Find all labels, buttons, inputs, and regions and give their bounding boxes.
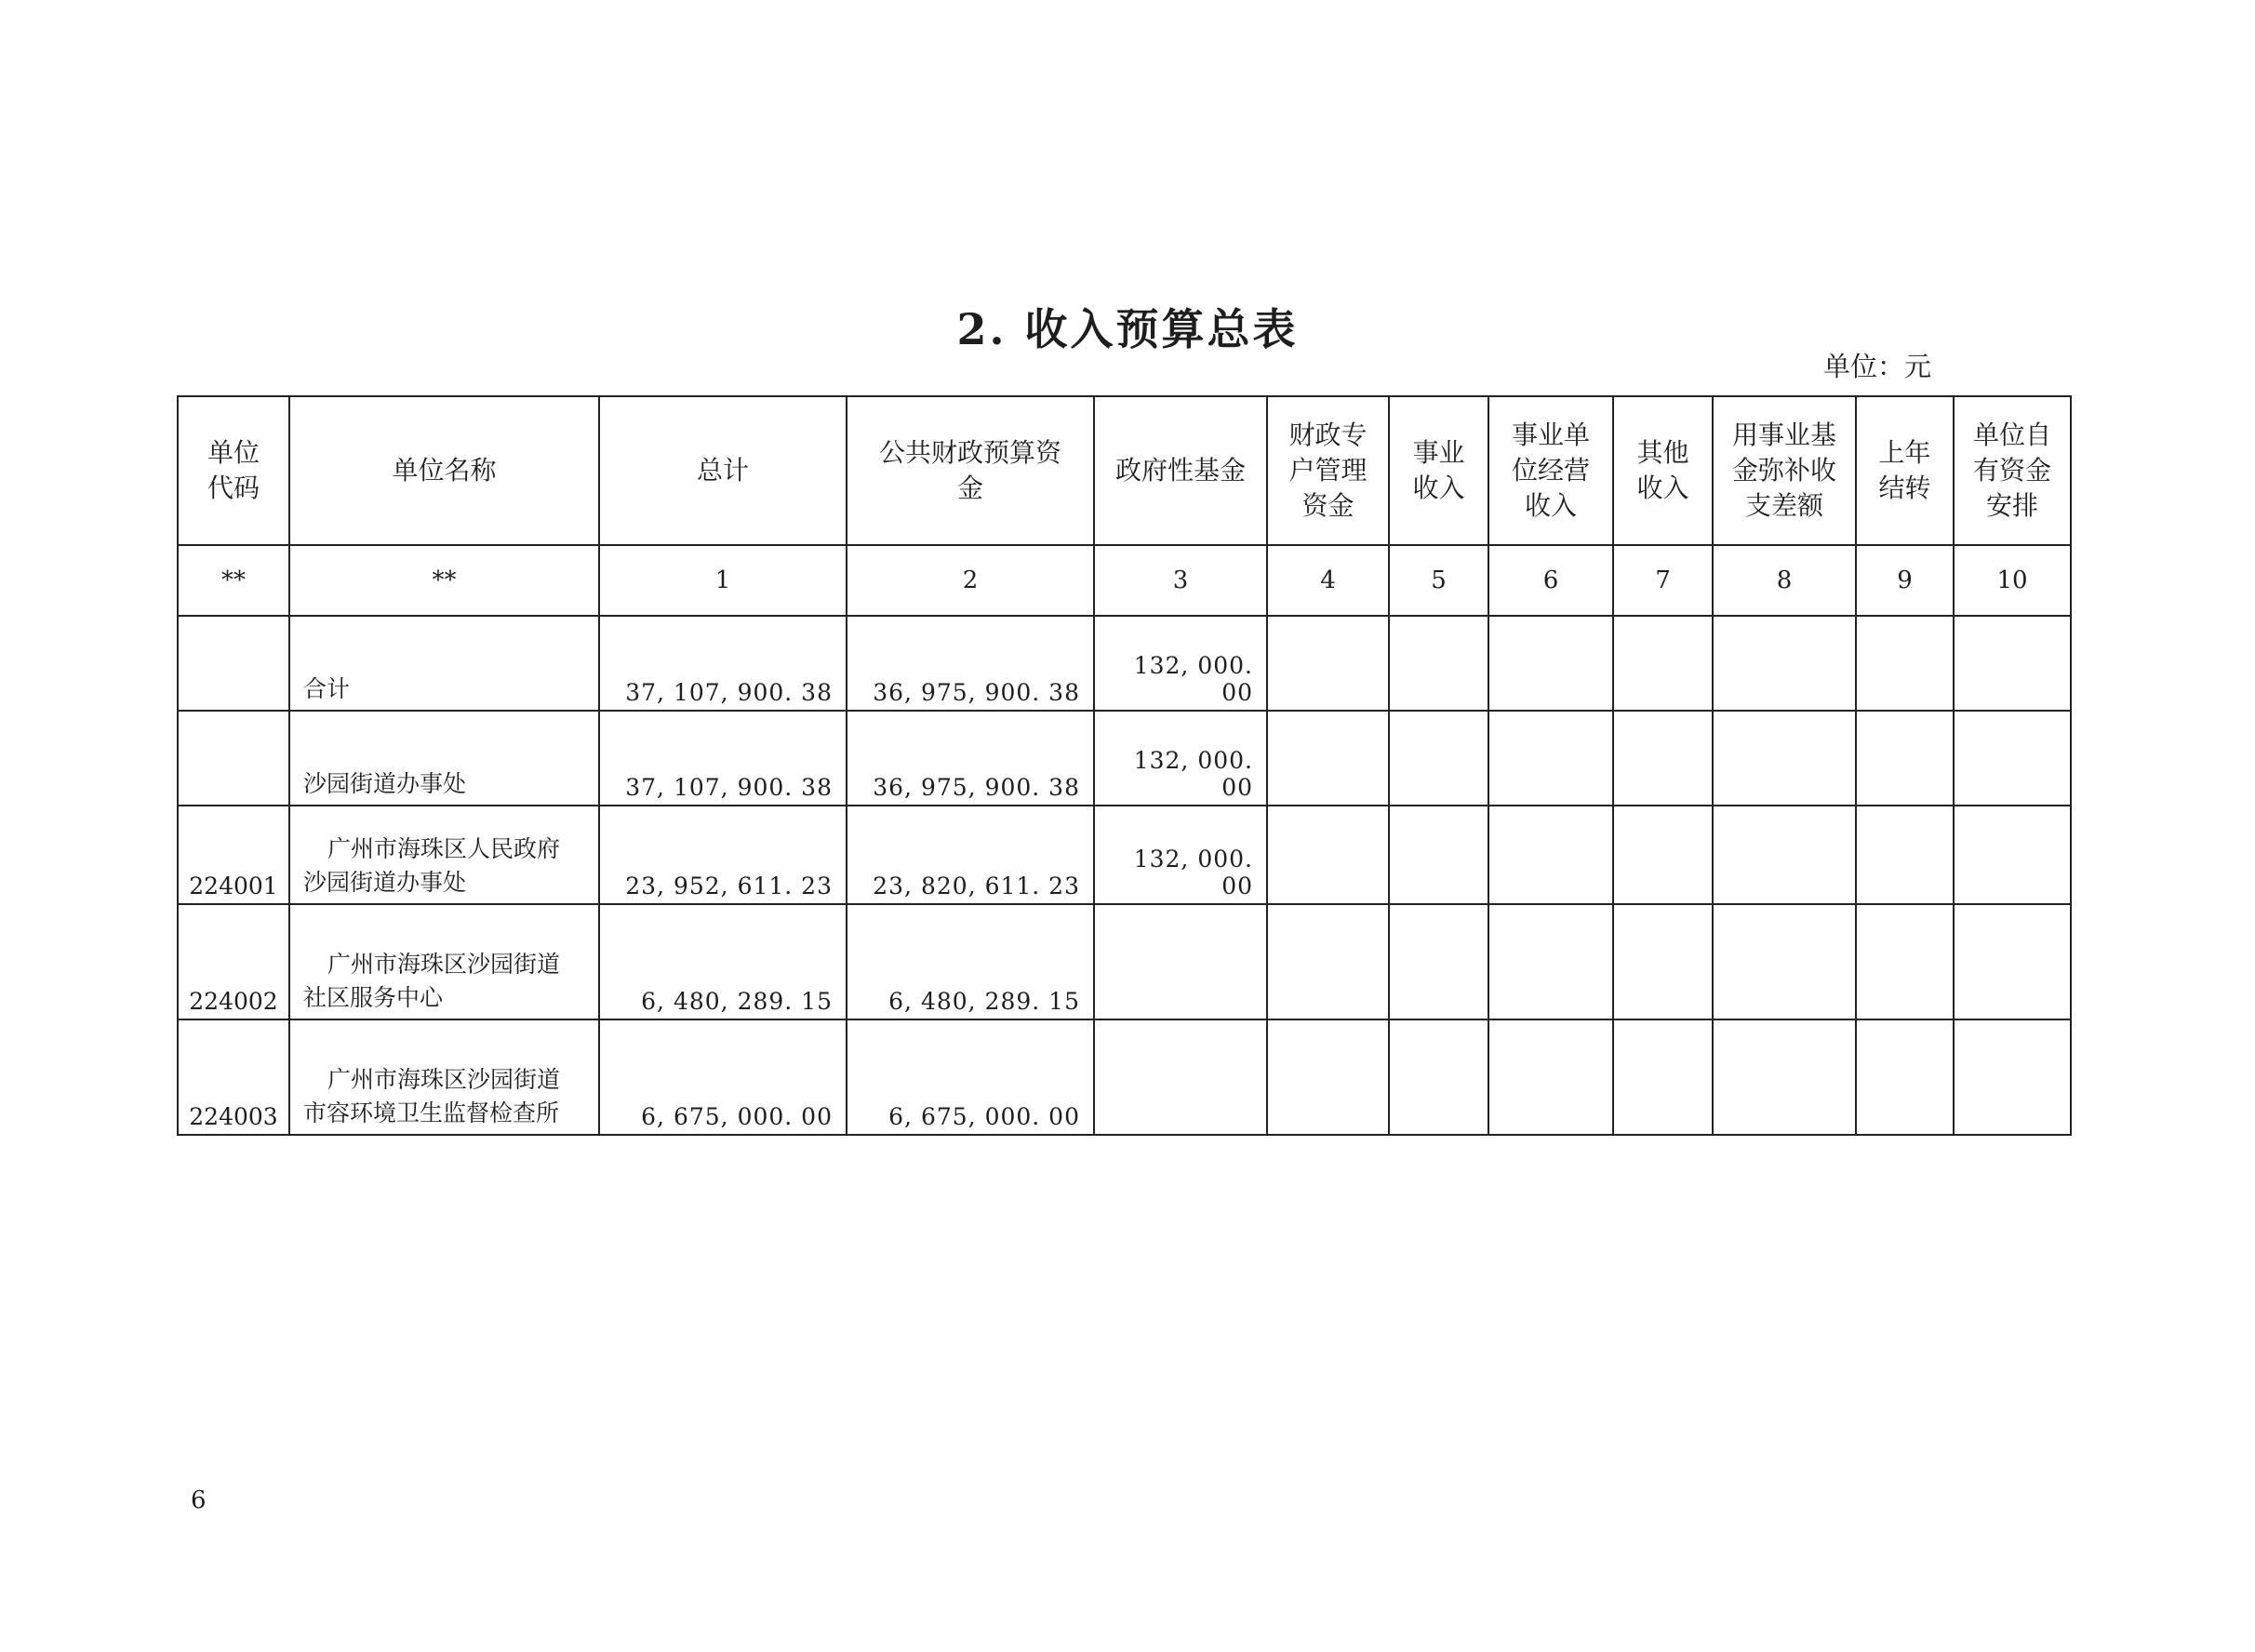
index-cell: **: [178, 545, 289, 616]
empty-cell: [1856, 616, 1954, 711]
index-row: [178, 545, 2071, 616]
empty-cell: [1267, 904, 1389, 1019]
empty-cell: [1713, 806, 1856, 904]
header-business-fund: 用事业基金弥补收支差额: [1713, 396, 1856, 545]
index-cell: 4: [1267, 545, 1389, 616]
page-title: 2. 收入预算总表: [956, 304, 1299, 354]
empty-cell: [1389, 616, 1488, 711]
empty-cell: [1856, 806, 1954, 904]
empty-cell: [1954, 806, 2071, 904]
empty-cell: [1954, 711, 2071, 806]
table-row: [178, 711, 2071, 806]
total-cell: 37, 107, 900. 38: [599, 616, 847, 711]
total-cell: 6, 480, 289. 15: [599, 904, 847, 1019]
header-unit-name: 单位名称: [289, 396, 599, 545]
total-cell: 23, 952, 611. 23: [599, 806, 847, 904]
empty-cell: [1613, 616, 1713, 711]
gov-fund-cell: 132, 000. 00: [1094, 806, 1267, 904]
header-carryover: 上年结转: [1856, 396, 1954, 545]
gov-fund-cell: 132, 000. 00: [1094, 711, 1267, 806]
table-row: [178, 1019, 2071, 1135]
index-cell: 6: [1488, 545, 1613, 616]
empty-cell: [1954, 1019, 2071, 1135]
header-public-budget: 公共财政预算资金: [847, 396, 1094, 545]
unit-code-cell: [178, 711, 289, 806]
header-business-income: 事业收入: [1389, 396, 1488, 545]
empty-cell: [1613, 806, 1713, 904]
unit-name-line: 社区服务中心: [303, 984, 444, 1011]
table-row-total: [178, 616, 2071, 711]
empty-cell: [1488, 711, 1613, 806]
empty-cell: [1267, 806, 1389, 904]
empty-cell: [1856, 1019, 1954, 1135]
empty-cell: [1856, 711, 1954, 806]
header-gov-fund: 政府性基金: [1094, 396, 1267, 545]
empty-cell: [1389, 806, 1488, 904]
index-cell: **: [289, 545, 599, 616]
empty-cell: [1856, 904, 1954, 1019]
public-budget-cell: 6, 480, 289. 15: [847, 904, 1094, 1019]
index-cell: 9: [1856, 545, 1954, 616]
header-total: 总计: [599, 396, 847, 545]
index-cell: 8: [1713, 545, 1856, 616]
header-special-account: 财政专户管理资金: [1267, 396, 1389, 545]
empty-cell: [1488, 1019, 1613, 1135]
unit-name-line: 沙园街道办事处: [303, 770, 467, 797]
unit-code-cell: 224002: [178, 904, 289, 1019]
index-cell: 10: [1954, 545, 2071, 616]
unit-name-line: 广州市海珠区沙园街道: [327, 951, 561, 978]
empty-cell: [1954, 904, 2071, 1019]
empty-cell: [1389, 711, 1488, 806]
public-budget-cell: 36, 975, 900. 38: [847, 616, 1094, 711]
unit-name-cell: [289, 711, 599, 806]
empty-cell: [1488, 806, 1613, 904]
public-budget-cell: 23, 820, 611. 23: [847, 806, 1094, 904]
unit-code-cell: 224003: [178, 1019, 289, 1135]
empty-cell: [1389, 1019, 1488, 1135]
empty-cell: [1488, 904, 1613, 1019]
unit-code-cell: [178, 616, 289, 711]
empty-cell: [1713, 1019, 1856, 1135]
empty-cell: [1389, 904, 1488, 1019]
unit-name-line: 合计: [303, 675, 351, 702]
index-cell: 7: [1613, 545, 1713, 616]
index-cell: 2: [847, 545, 1094, 616]
header-row: [178, 396, 2071, 545]
empty-cell: [1713, 711, 1856, 806]
unit-name-cell: [289, 1019, 599, 1135]
unit-name-cell: [289, 806, 599, 904]
header-own-funds: 单位自有资金安排: [1954, 396, 2071, 545]
income-budget-table: [177, 395, 2072, 1136]
total-cell: 37, 107, 900. 38: [599, 711, 847, 806]
empty-cell: [1613, 1019, 1713, 1135]
empty-cell: [1613, 711, 1713, 806]
unit-label: 单位：元: [1823, 351, 1932, 382]
unit-name-line: 广州市海珠区人民政府: [327, 835, 561, 862]
unit-name-cell: [289, 904, 599, 1019]
total-cell: 6, 675, 000. 00: [599, 1019, 847, 1135]
empty-cell: [1713, 616, 1856, 711]
table-row: [178, 904, 2071, 1019]
unit-code-cell: 224001: [178, 806, 289, 904]
gov-fund-cell: 132, 000. 00: [1094, 616, 1267, 711]
table-row: [178, 806, 2071, 904]
unit-name-line: 市容环境卫生监督检查所: [303, 1099, 560, 1126]
unit-name-line: 沙园街道办事处: [303, 869, 467, 896]
empty-cell: [1488, 616, 1613, 711]
header-other-income: 其他收入: [1613, 396, 1713, 545]
page-number: 6: [191, 1486, 207, 1514]
empty-cell: [1267, 616, 1389, 711]
header-operating-income: 事业单位经营收入: [1488, 396, 1613, 545]
unit-name-line: 广州市海珠区沙园街道: [327, 1066, 561, 1093]
empty-cell: [1267, 1019, 1389, 1135]
unit-name-cell: [289, 616, 599, 711]
index-cell: 1: [599, 545, 847, 616]
index-cell: 3: [1094, 545, 1267, 616]
public-budget-cell: 6, 675, 000. 00: [847, 1019, 1094, 1135]
gov-fund-cell: [1094, 1019, 1267, 1135]
gov-fund-cell: [1094, 904, 1267, 1019]
header-unit-code: 单位代码: [178, 396, 289, 545]
empty-cell: [1713, 904, 1856, 1019]
empty-cell: [1954, 616, 2071, 711]
empty-cell: [1613, 904, 1713, 1019]
public-budget-cell: 36, 975, 900. 38: [847, 711, 1094, 806]
empty-cell: [1267, 711, 1389, 806]
index-cell: 5: [1389, 545, 1488, 616]
